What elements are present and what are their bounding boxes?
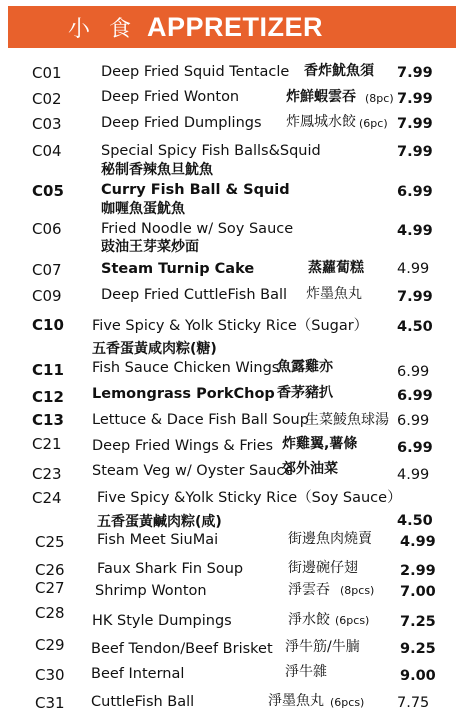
item-chinese-name: 豉油王芽菜炒面	[101, 239, 199, 255]
item-name: Deep Fried CuttleFish Ball	[101, 287, 288, 303]
item-price: 6.99	[397, 440, 433, 456]
item-name: Steam Veg w/ Oyster Sauce	[92, 463, 294, 479]
item-price: 7.99	[397, 91, 433, 107]
item-code: C25	[35, 533, 65, 551]
item-chinese-name: 炸鳳城水餃	[286, 114, 356, 130]
item-price: 4.99	[397, 223, 433, 239]
item-code: C31	[35, 694, 65, 712]
item-code: C24	[32, 489, 62, 507]
item-name: Fish Meet SiuMai	[97, 532, 219, 548]
section-title-chinese: 小 食	[68, 16, 137, 42]
item-name: Beef Internal	[91, 666, 185, 682]
item-code: C01	[32, 64, 62, 82]
item-name: Lettuce & Dace Fish Ball Soup	[92, 412, 309, 428]
item-code: C29	[35, 636, 65, 654]
item-piece-count: (6pc)	[359, 117, 388, 130]
item-price: 6.99	[397, 364, 430, 380]
item-name: Five Spicy & Yolk Sticky Rice（Sugar）	[92, 318, 369, 334]
item-name: Lemongrass PorkChop	[92, 386, 275, 402]
item-code: C06	[32, 220, 62, 238]
item-chinese-name: 咖喱魚蛋魷魚	[101, 201, 185, 217]
item-name: Fish Sauce Chicken Wings	[92, 360, 280, 376]
item-code: C02	[32, 90, 62, 108]
item-chinese-name: 魚露雞亦	[277, 359, 333, 375]
item-name: Steam Turnip Cake	[101, 261, 255, 277]
item-price: 7.99	[397, 116, 433, 132]
item-code: C13	[32, 411, 64, 429]
item-name: Five Spicy &Yolk Sticky Rice（Soy Sauce）	[97, 490, 402, 506]
item-code: C21	[32, 435, 62, 453]
item-chinese-name: 淨牛筋/牛腩	[285, 639, 360, 655]
item-name: Deep Fried Dumplings	[101, 115, 262, 131]
item-name: Curry Fish Ball & Squid	[101, 182, 290, 198]
item-chinese-name: 炸墨魚丸	[306, 286, 362, 302]
item-code: C03	[32, 115, 62, 133]
item-price: 7.99	[397, 289, 433, 305]
item-code: C26	[35, 561, 65, 579]
item-code: C23	[32, 465, 62, 483]
item-chinese-name: 淨墨魚丸	[268, 693, 324, 709]
item-price: 7.00	[400, 584, 436, 600]
item-price: 4.99	[397, 467, 430, 483]
item-price: 4.50	[397, 319, 433, 335]
item-chinese-name: 五香蛋黃鹹肉粽(咸)	[97, 514, 222, 530]
item-price: 6.99	[397, 413, 430, 429]
section-title-english: APPRETIZER	[147, 11, 324, 42]
item-price: 4.99	[397, 261, 430, 277]
item-code: C28	[35, 604, 65, 622]
item-name: Beef Tendon/Beef Brisket	[91, 641, 273, 657]
item-price: 6.99	[397, 388, 433, 404]
item-piece-count: (6pcs)	[330, 696, 365, 709]
item-chinese-name: 街邊碗仔翅	[288, 560, 358, 576]
item-piece-count: (8pcs)	[340, 584, 375, 597]
item-chinese-name: 淨雲吞	[288, 582, 330, 598]
item-name: Faux Shark Fin Soup	[97, 561, 244, 577]
item-name: Special Spicy Fish Balls&Squid	[101, 143, 321, 159]
item-code: C05	[32, 182, 64, 200]
item-price: 6.99	[397, 184, 433, 200]
item-piece-count: (6pcs)	[335, 614, 370, 627]
item-chinese-name: 街邊魚肉燒賣	[288, 531, 372, 547]
item-price: 7.99	[397, 144, 433, 160]
item-price: 9.25	[400, 641, 436, 657]
item-piece-count: (8pc)	[365, 92, 394, 105]
item-price: 7.99	[397, 65, 433, 81]
item-name: CuttleFish Ball	[91, 694, 195, 710]
item-price: 2.99	[400, 563, 436, 579]
item-price: 9.00	[400, 668, 436, 684]
item-chinese-name: 香茅豬扒	[277, 385, 333, 401]
item-name: Deep Fried Squid Tentacle	[101, 64, 290, 80]
item-name: Shrimp Wonton	[95, 583, 207, 599]
item-price: 4.99	[400, 534, 436, 550]
item-chinese-name: 秘制香辣魚旦魷魚	[101, 162, 213, 178]
item-chinese-name: 炸鮮蝦雲吞	[286, 89, 356, 105]
item-price: 4.50	[397, 513, 433, 529]
item-chinese-name: 蒸蘿蔔糕	[308, 260, 364, 276]
item-code: C30	[35, 666, 65, 684]
item-code: C09	[32, 287, 62, 305]
item-price: 7.25	[400, 614, 436, 630]
item-code: C12	[32, 388, 64, 406]
item-chinese-name: 五香蛋黃咸肉粽(糖)	[92, 341, 217, 357]
item-name: HK Style Dumpings	[92, 613, 232, 629]
item-chinese-name: 淨水餃	[288, 612, 330, 628]
item-chinese-name: 生菜鯪魚球湯	[305, 412, 389, 428]
item-chinese-name: 炸雞翼,薯條	[282, 436, 358, 452]
item-code: C11	[32, 361, 64, 379]
item-name: Deep Fried Wings & Fries	[92, 438, 274, 454]
item-code: C10	[32, 316, 64, 334]
item-code: C07	[32, 261, 62, 279]
item-chinese-name: 香炸魷魚須	[304, 63, 374, 79]
item-code: C04	[32, 142, 62, 160]
item-chinese-name: 淨牛雜	[285, 664, 327, 680]
item-chinese-name: 郊外油菜	[282, 461, 338, 477]
item-name: Deep Fried Wonton	[101, 89, 240, 105]
item-code: C27	[35, 579, 65, 597]
item-name: Fried Noodle w/ Soy Sauce	[101, 221, 294, 237]
item-price: 7.75	[397, 695, 430, 711]
